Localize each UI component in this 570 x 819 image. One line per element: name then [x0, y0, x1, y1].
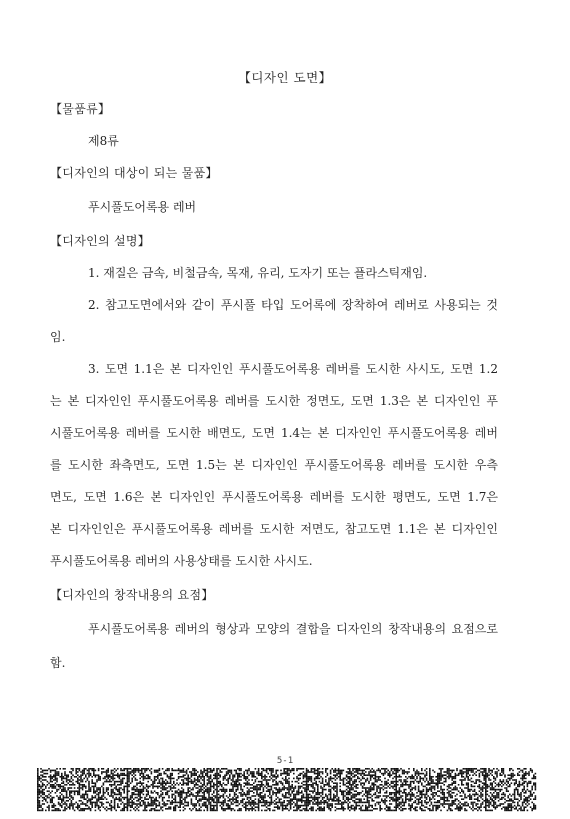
creative-gist-line: 푸시풀도어록용 레버의 형상과 모양의 결합을 디자인의 창작내용의 요점으로: [88, 622, 498, 636]
class-heading: 【물품류】: [50, 102, 111, 116]
creative-gist-heading: 【디자인의 창작내용의 요점】: [50, 588, 214, 602]
article-heading: 【디자인의 대상이 되는 물품】: [50, 166, 218, 180]
description-line: 면도, 도면 1.6은 본 디자인인 푸시풀도어록용 레버를 도시한 평면도, 도면 1.7은: [50, 490, 498, 504]
description-line: 시풀도어록용 레버를 도시한 배면도, 도면 1.4는 본 디자인인 푸시풀도어록용 레버: [50, 426, 498, 440]
page-number: 5-1: [276, 756, 294, 766]
document-title: 【디자인 도면】: [238, 70, 332, 85]
class-value: 제8류: [88, 134, 119, 148]
description-heading: 【디자인의 설명】: [50, 234, 151, 248]
description-line: 2. 참고도면에서와 같이 푸시풀 타입 도어록에 장착하여 레버로 사용되는 것: [88, 298, 498, 312]
description-line: 임.: [50, 330, 66, 344]
description-line: 1. 재질은 금속, 비철금속, 목재, 유리, 도자기 또는 플라스틱재임.: [88, 266, 428, 280]
article-value: 푸시풀도어록용 레버: [88, 200, 197, 214]
description-line: 를 도시한 좌측면도, 도면 1.5는 본 디자인인 푸시풀도어록용 레버를 도시한 우측: [50, 458, 498, 472]
description-line: 푸시풀도어록용 레버의 사용상태를 도시한 사시도.: [50, 554, 313, 568]
description-line: 는 본 디자인인 푸시풀도어록용 레버를 도시한 정면도, 도면 1.3은 본 디자인인 푸: [50, 394, 498, 408]
description-line: 본 디자인인은 푸시풀도어록용 레버를 도시한 저면도, 참고도면 1.1은 본 디자인인: [50, 522, 498, 536]
barcode-strip: [37, 768, 537, 812]
creative-gist-line: 함.: [50, 656, 66, 670]
description-line: 3. 도면 1.1은 본 디자인인 푸시풀도어록용 레버를 도시한 사시도, 도면 1.2: [88, 362, 498, 376]
